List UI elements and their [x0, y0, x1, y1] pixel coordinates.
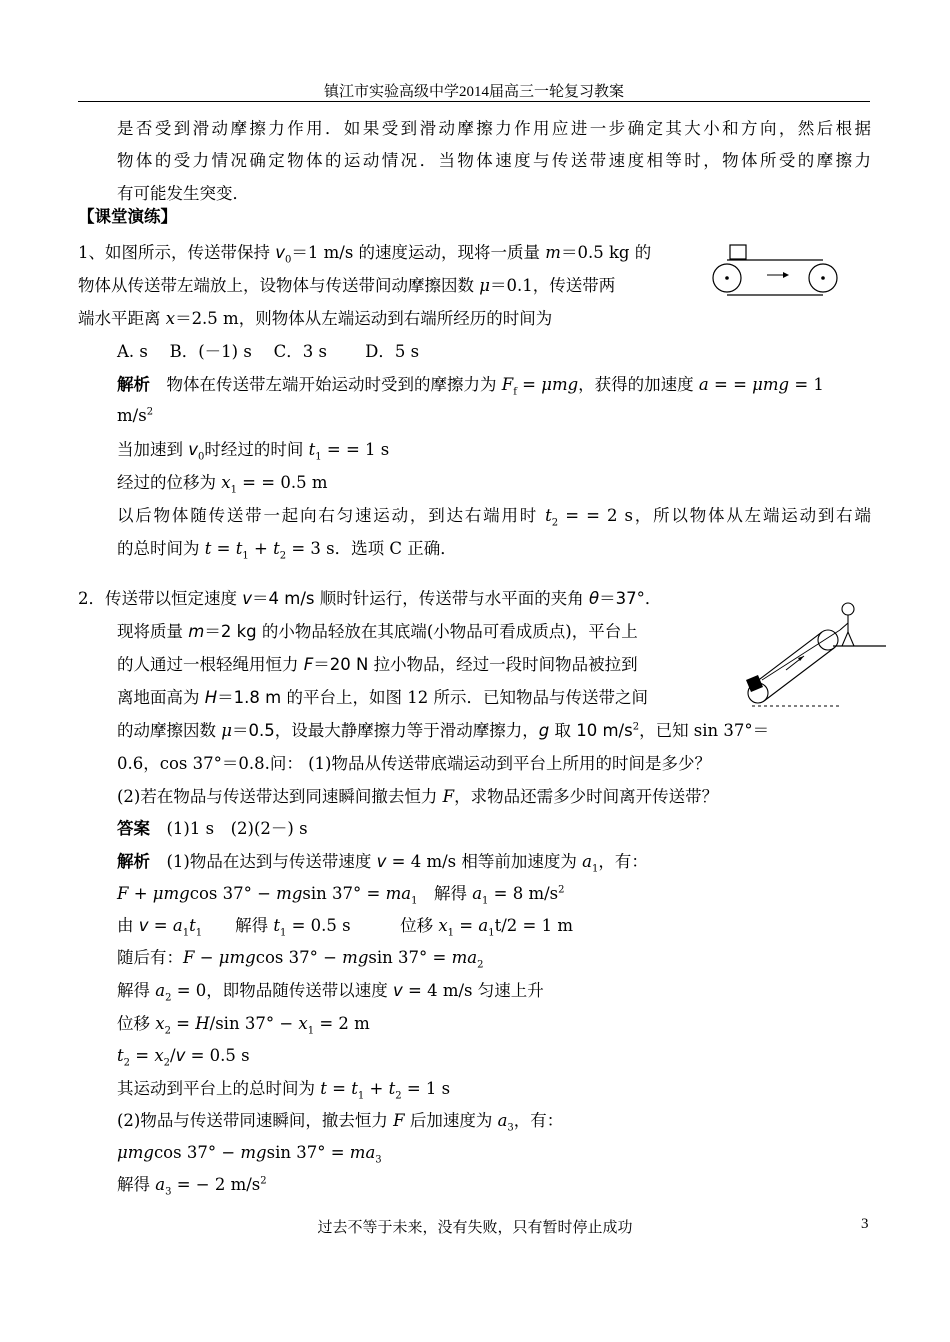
q2-line-1: 2．传送带以恒定速度 v＝4 m/s 顺时针运行，传送带与水平面的夹角 θ＝37°． — [78, 589, 662, 608]
q1-solution-line-4: 以后物体随传送带一起向右匀速运动，到达右端用时 $t_2$ = = 2 s，所以物体从左端运动到右端 — [117, 506, 871, 529]
page-number: 3 — [861, 1216, 869, 1232]
q2-solution-line-9: (2)物品与传送带同速瞬间，撤去恒力 F 后加速度为 $a_3$，有： — [117, 1111, 564, 1134]
q2-line-5: 的动摩擦因数 μ＝0.5，设最大静摩擦力等于滑动摩擦力，g 取 10 $m/s^2$，已知 sin 37°＝ — [117, 721, 770, 740]
q2-solution-line-11: 解得 $a_3$ = − 2 $m/s^2$ — [117, 1175, 267, 1198]
intro-line-2: 物体的受力情况确定物体的运动情况．当物体速度与传送带速度相等时，物体所受的摩擦力 — [117, 151, 871, 170]
q1-line-2: 物体从传送带左端放上，设物体与传送带间动摩擦因数 μ＝0.1，传送带两 — [78, 276, 616, 295]
header-rule — [78, 101, 870, 102]
q2-solution-line-1: 解析 (1)物品在达到与传送带速度 v = 4 m/s 相等前加速度为 $a_1$，有： — [117, 852, 648, 875]
inclined-conveyor-figure-12 — [738, 600, 888, 712]
intro-line-1: 是否受到滑动摩擦力作用．如果受到滑动摩擦力作用应进一步确定其大小和方向，然后根据 — [117, 119, 871, 138]
q2-solution-line-3: 由 $v = a_1t_1$ 解得 $t_1 = 0.5$ s 位移 $x_1 = a_1t/2 = 1$ m — [117, 916, 573, 939]
q2-line-4: 离地面高为 H＝1.8 m 的平台上，如图 12 所示．已知物品与传送带之间 — [117, 688, 648, 707]
q2-solution-line-4: 随后有：F − μmgcos 37° − mgsin $37^\circ = ma_2$ — [117, 948, 484, 971]
q2-solution-line-7: $t_2 = x_2/v = 0.5$ s — [117, 1046, 250, 1069]
q1-solution-line-1: 解析 物体在传送带左端开始运动时受到的摩擦力为 $F_f = \mu mg$，获得的加速度 a = = μmg = 1 — [117, 375, 824, 398]
q2-answer: 答案 (1)1 s (2)(2－) s — [117, 819, 308, 838]
q1-solution-line-2: 当加速到 $v_0$时经过的时间 $t_1$ = = 1 s — [117, 440, 390, 463]
q2-line-6: 0.6，cos 37°＝0.8.问： (1)物品从传送带底端运动到平台上所用的时间是多少？ — [117, 754, 711, 773]
q1-line-3: 端水平距离 x＝2.5 m，则物体从左端运动到右端所经历的时间为 — [78, 309, 553, 328]
q2-solution-line-5: 解得 $a_2 = 0$，即物品随传送带以速度 v = 4 m/s 匀速上升 — [117, 981, 544, 1004]
section-title: 【课堂演练】 — [78, 207, 177, 226]
q2-solution-line-8: 其运动到平台上的总时间为 $t = t_1 + t_2 = 1$ s — [117, 1079, 451, 1102]
conveyor-belt-figure-1 — [705, 240, 845, 302]
q1-solution-line-5: 的总时间为 $t = t_1 + t_2 = 3$ s．选项 C 正确． — [117, 539, 457, 562]
q1-solution-unit: $m/s^2$ — [117, 406, 154, 425]
q1-options: A. s B．(－1) s C．3 s D．5 s — [117, 342, 420, 361]
q2-solution-line-10: μmgcos 37° − mgsin $37^\circ = ma_3$ — [117, 1143, 382, 1166]
q2-solution-line-6: 位移 $x_2 = H/\sin$ $37^\circ - x_1 = 2$ m — [117, 1014, 370, 1037]
q2-line-7: (2)若在物品与传送带达到同速瞬间撤去恒力 F，求物品还需多少时间离开传送带？ — [117, 787, 719, 806]
intro-line-3: 有可能发生突变． — [117, 184, 249, 203]
q2-line-3: 的人通过一根轻绳用恒力 F＝20 N 拉小物品，经过一段时间物品被拉到 — [117, 655, 638, 674]
q2-line-2: 现将质量 m＝2 kg 的小物品轻放在其底端(小物品可看成质点)，平台上 — [117, 622, 638, 641]
footer-motto: 过去不等于未来，没有失败，只有暂时停止成功 — [317, 1220, 633, 1236]
q1-line-1: 1、如图所示，传送带保持 $v_0=1$ m/s 的速度运动，现将一质量 m＝0.5 kg 的 — [78, 243, 652, 266]
q1-solution-line-3: 经过的位移为 $x_1$ = = 0.5 m — [117, 473, 328, 496]
q2-solution-line-2: F + μmgcos 37° − mgsin $37^\circ = ma_1$ 解得 $a_1 = 8$ $m/s^2$ — [117, 884, 565, 907]
page-header: 镇江市实验高级中学2014届高三一轮复习教案 — [323, 84, 624, 100]
